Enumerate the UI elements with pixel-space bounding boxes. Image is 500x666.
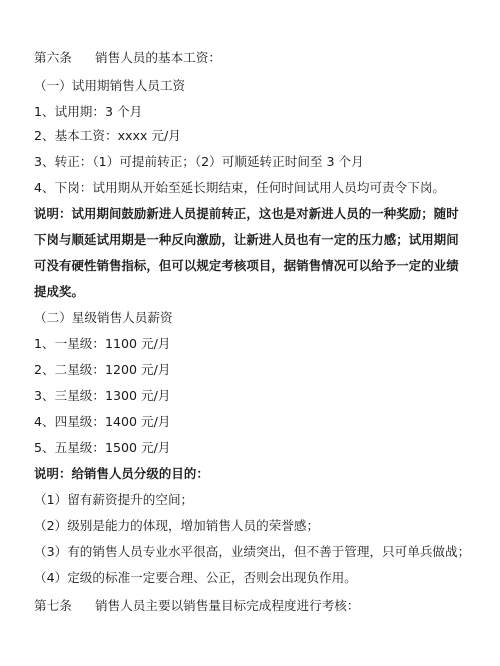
star-item-5: 5、五星级：1500 元/月 [34,440,171,455]
probation-item-2: 2、基本工资：xxxx 元/月 [34,128,181,143]
star-item-4: 4、四星级：1400 元/月 [34,414,171,429]
probation-note-line-1: 说明：试用期间鼓励新进人员提前转正，这也是对新进人员的一种奖励；随时 [34,206,459,221]
probation-item-3: 3、转正：（1）可提前转正；（2）可顺延转正时间至 3 个月 [34,154,364,169]
star-heading: （二）星级销售人员薪资 [34,310,173,325]
star-reason-1: （1）留有薪资提升的空间； [34,492,194,507]
article-7-number: 第七条 [34,598,72,613]
star-reason-3: （3）有的销售人员专业水平很高，业绩突出，但不善于管理，只可单兵做战； [34,544,471,559]
star-item-3: 3、三星级：1300 元/月 [34,388,171,403]
star-reason-2: （2）级别是能力的体现，增加销售人员的荣誉感； [34,518,320,533]
probation-heading: （一）试用期销售人员工资 [34,78,186,93]
star-item-2: 2、二星级：1200 元/月 [34,362,171,377]
article-7-title: 销售人员主要以销售量目标完成程度进行考核： [95,598,360,613]
star-item-1: 1、一星级：1100 元/月 [34,336,171,351]
star-note-title: 说明：给销售人员分级的目的： [34,466,209,481]
star-reason-4: （4）定级的标准一定要合理、公正，否则会出现负作用。 [34,570,357,585]
article-6-heading [34,50,221,66]
probation-item-4: 4、下岗：试用期从开始至延长期结束，任何时间试用人员均可责令下岗。 [34,180,446,195]
probation-item-1: 1、试用期：3 个月 [34,104,143,119]
probation-note-line-3: 可没有硬性销售指标，但可以规定考核项目，据销售情况可以给予一定的业绩 [34,258,459,273]
probation-note-line-4: 提成奖。 [34,284,84,299]
article-6-title: 销售人员的基本工资： [95,50,221,65]
probation-note-line-2: 下岗与顺延试用期是一种反向激励，让新进人员也有一定的压力感；试用期间 [34,232,459,247]
article-7-heading [34,598,359,614]
article-6-number: 第六条 [34,50,72,65]
